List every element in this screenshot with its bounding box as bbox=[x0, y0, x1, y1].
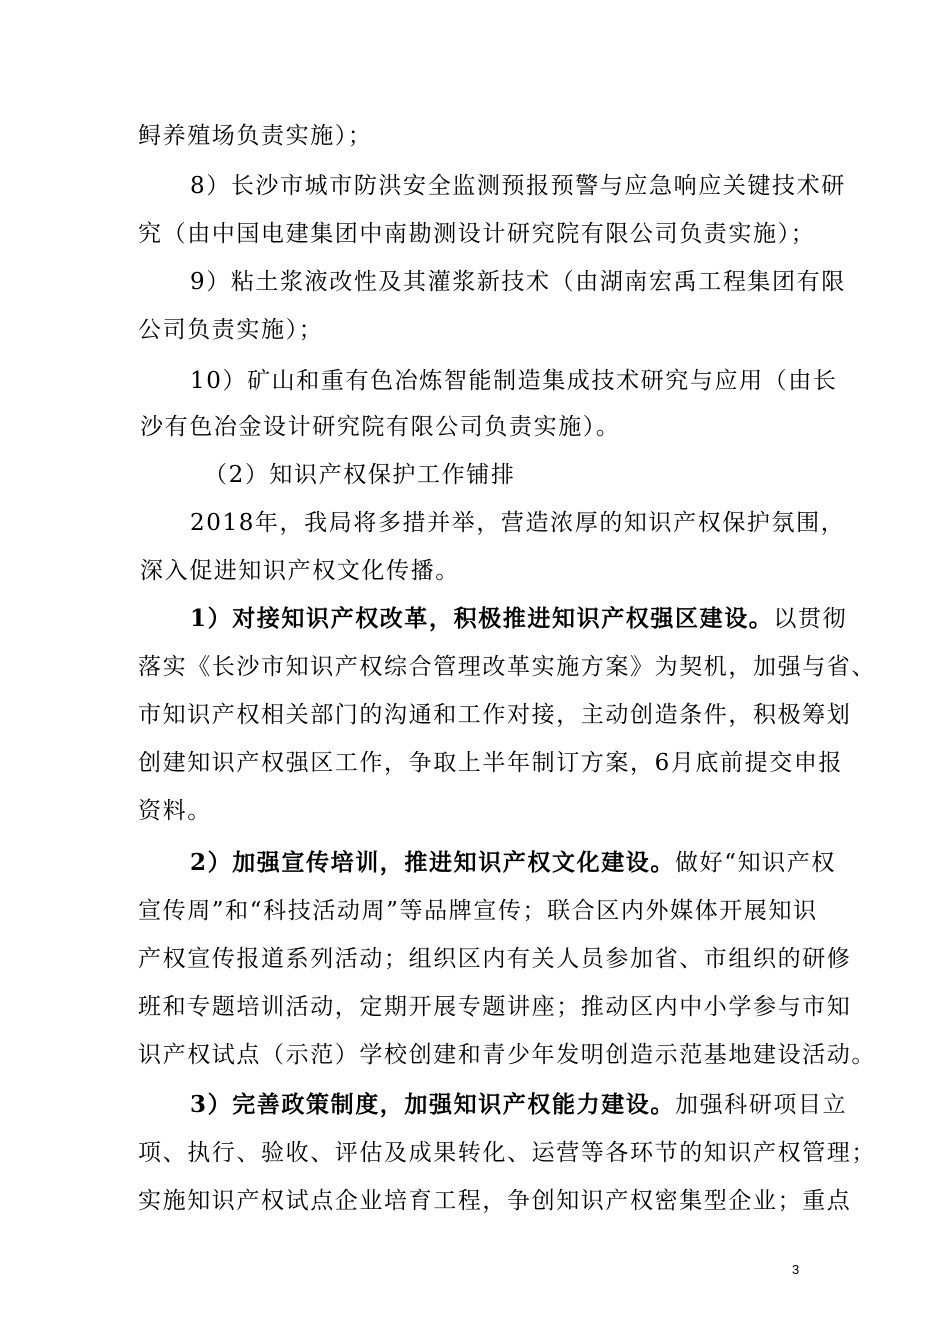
item-2-heading: 2）加强宣传培训，推进知识产权文化建设。 bbox=[190, 849, 676, 876]
text-line: 实施知识产权试点企业培育工程，争创知识产权密集型企业；重点 bbox=[138, 1188, 852, 1214]
text-line: 究（由中国电建集团中南勘测设计研究院有限公司负责实施）； bbox=[138, 221, 816, 247]
text-line: 鲟养殖场负责实施）； bbox=[138, 123, 373, 149]
text-line: 班和专题培训活动，定期开展专题讲座；推动区内中小学参与市知 bbox=[138, 994, 852, 1020]
text-line: 项、执行、验收、评估及成果转化、运营等各环节的知识产权管理； bbox=[138, 1140, 876, 1166]
item-2-text: 做好“知识产权 bbox=[675, 850, 836, 876]
section-heading: （2）知识产权保护工作铺排 bbox=[204, 462, 516, 488]
item-1-text: 以贯彻 bbox=[773, 606, 848, 632]
page-number: 3 bbox=[792, 1262, 800, 1277]
text-line: 落实《长沙市知识产权综合管理改革实施方案》为契机，加强与省、 bbox=[138, 654, 876, 680]
item-3-text: 加强科研项目立 bbox=[675, 1092, 848, 1118]
text-line: 宣传周”和“科技活动周”等品牌宣传；联合区内外媒体开展知识 bbox=[138, 898, 818, 924]
text-line: 沙有色冶金设计研究院有限公司负责实施）。 bbox=[140, 414, 621, 440]
item-1-heading: 1）对接知识产权改革，积极推进知识产权强区建设。 bbox=[190, 605, 774, 632]
text-line: 识产权试点（示范）学校创建和青少年发明创造示范基地建设活动。 bbox=[138, 1042, 876, 1068]
list-item-10: 10）矿山和重有色冶炼智能制造集成技术研究与应用（由长 bbox=[190, 368, 838, 394]
list-item-8: 8）长沙市城市防洪安全监测预报预警与应急响应关键技术研 bbox=[190, 173, 846, 199]
list-item-9: 9）粘土浆液改性及其灌浆新技术（由湖南宏禹工程集团有限 bbox=[190, 269, 846, 295]
item-2-line bbox=[190, 848, 836, 878]
text-line: 创建知识产权强区工作，争取上半年制订方案，6月底前提交申报 bbox=[138, 750, 844, 776]
text-line: 深入促进知识产权文化传播。 bbox=[140, 558, 460, 584]
text-line: 公司负责实施）； bbox=[138, 317, 324, 343]
item-1-line bbox=[190, 604, 847, 634]
text-line: 资料。 bbox=[138, 798, 212, 824]
item-3-heading: 3）完善政策制度，加强知识产权能力建设。 bbox=[190, 1091, 676, 1118]
item-3-line bbox=[190, 1090, 847, 1120]
text-line: 产权宣传报道系列活动；组织区内有关人员参加省、市组织的研修 bbox=[138, 946, 852, 972]
paragraph-line: 2018年，我局将多措并举，营造浓厚的知识产权保护氛围， bbox=[190, 510, 846, 536]
text-line: 市知识产权相关部门的沟通和工作对接，主动创造条件，积极筹划 bbox=[138, 702, 852, 728]
